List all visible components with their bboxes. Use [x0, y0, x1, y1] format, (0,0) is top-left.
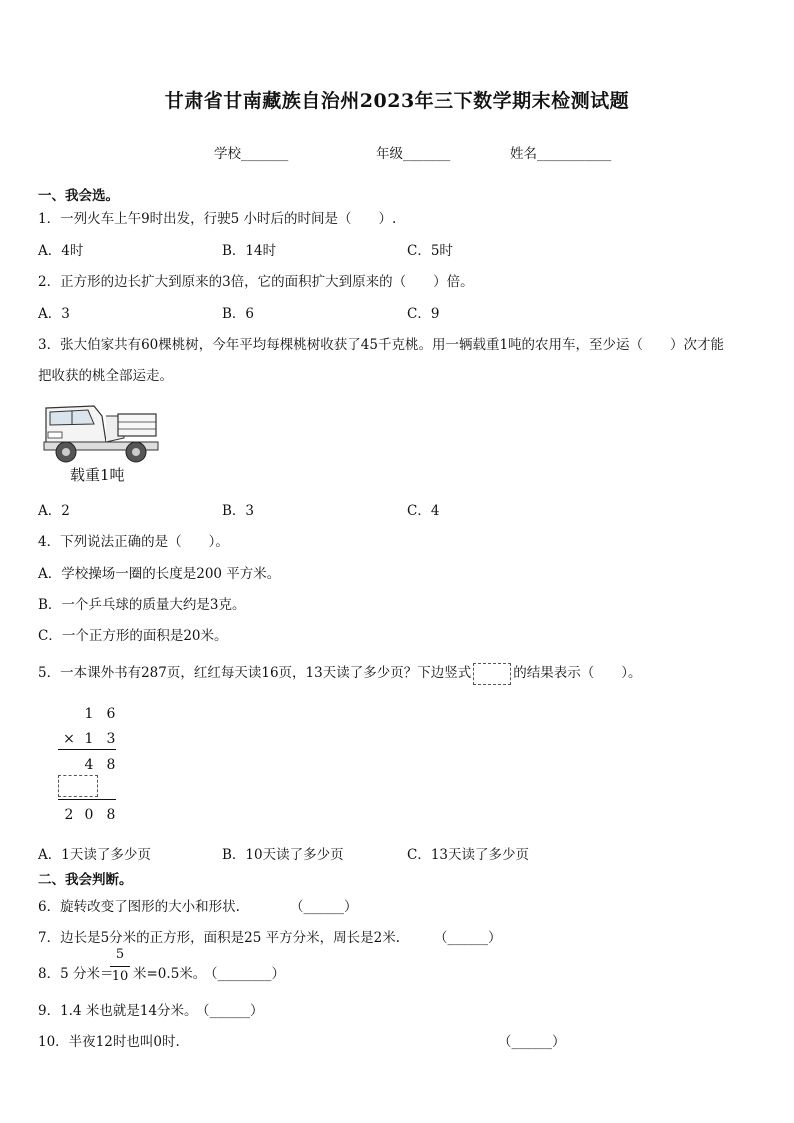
question-5 — [38, 661, 641, 685]
q8-fraction-bar — [110, 966, 130, 967]
v-dashed-box — [58, 775, 98, 797]
grade-field[interactable] — [376, 142, 450, 162]
q5-dashed-box — [473, 663, 511, 685]
v-r5-tens: 0 — [84, 807, 94, 823]
q7-answer-blank[interactable]: （______） — [434, 930, 502, 946]
q6-answer-blank[interactable]: （______） — [290, 899, 358, 915]
question-7: 7．边长是5分米的正方形，面积是25 平方分米，周长是2米. — [38, 930, 401, 946]
question-6: 6．旋转改变了图形的大小和形状. — [38, 899, 240, 915]
q8-numerator: 5 — [115, 947, 125, 962]
v-rule-1 — [58, 749, 116, 750]
section-1-title: 一、我会选。 — [38, 188, 119, 204]
q8-denominator: 10 — [111, 969, 129, 984]
q2-option-a[interactable]: A．3 — [38, 306, 70, 322]
q1-option-c[interactable]: C．5时 — [407, 243, 453, 259]
grade-blank: _______ — [403, 146, 451, 162]
q3-option-a[interactable]: A．2 — [38, 503, 70, 519]
q1-option-b[interactable]: B．14时 — [222, 243, 277, 259]
q8-text-after: 米=0.5米。 — [133, 966, 207, 982]
q2-option-b[interactable]: B．6 — [222, 306, 255, 322]
school-label: 学校 — [214, 146, 241, 162]
v-r2-ones: 3 — [106, 731, 116, 747]
section-2-title: 二、我会判断。 — [38, 872, 133, 888]
truck-caption: 载重1吨 — [70, 466, 125, 484]
name-field[interactable] — [510, 142, 611, 162]
q2-option-c[interactable]: C．9 — [407, 306, 440, 322]
v-r3-ones: 8 — [106, 757, 116, 773]
v-r5-hundreds: 2 — [64, 807, 74, 823]
question-10: 10．半夜12时也叫0时. — [38, 1034, 180, 1050]
name-blank: ___________ — [537, 146, 612, 162]
q5-option-c[interactable]: C．13天读了多少页 — [407, 847, 530, 863]
v-rule-2 — [58, 799, 116, 800]
school-blank: _______ — [241, 146, 289, 162]
v-r3-tens: 4 — [84, 757, 94, 773]
q5-text-before: 5．一本课外书有287页，红红每天读16页，13天读了多少页？下边竖式 — [38, 665, 472, 681]
q8-text-before: 8．5 分米＝ — [38, 966, 114, 982]
q10-answer-blank[interactable]: （______） — [498, 1034, 566, 1050]
question-9: 9．1.4 米也就是14分米。 — [38, 1003, 198, 1019]
q8-answer-blank[interactable]: （________） — [204, 966, 285, 982]
q4-option-c[interactable]: C．一个正方形的面积是20米。 — [38, 628, 228, 644]
question-3-line-1: 3．张大伯家共有60棵桃树，今年平均每棵桃树收获了45千克桃。用一辆载重1吨的农用车，至少运（ ）次才能 — [38, 337, 725, 353]
q5-option-b[interactable]: B．10天读了多少页 — [222, 847, 344, 863]
school-field[interactable] — [214, 142, 288, 162]
v-r1-ones: 6 — [106, 706, 116, 722]
q5-option-a[interactable]: A．1天读了多少页 — [38, 847, 151, 863]
q4-option-b[interactable]: B．一个乒乓球的质量大约是3克。 — [38, 597, 246, 613]
q3-option-c[interactable]: C．4 — [407, 503, 440, 519]
v-r5-ones: 8 — [106, 807, 116, 823]
v-r2-times: × — [63, 731, 75, 747]
question-2: 2．正方形的边长扩大到原来的3倍，它的面积扩大到原来的（ ）倍。 — [38, 274, 474, 290]
v-r2-tens: 1 — [84, 731, 94, 747]
q5-text-after: 的结果表示（ ）。 — [513, 665, 642, 681]
grade-label: 年级 — [376, 146, 403, 162]
v-r1-tens: 1 — [84, 706, 94, 722]
page-title: 甘肃省甘南藏族自治州2023年三下数学期末检测试题 — [164, 90, 630, 112]
name-label: 姓名 — [510, 146, 537, 162]
question-3-line-2: 把收获的桃全部运走。 — [38, 368, 173, 384]
question-4: 4．下列说法正确的是（ ）。 — [38, 534, 229, 550]
q4-option-a[interactable]: A．学校操场一圈的长度是200 平方米。 — [38, 566, 281, 582]
q9-answer-blank[interactable]: （______） — [196, 1003, 264, 1019]
q3-option-b[interactable]: B．3 — [222, 503, 255, 519]
question-1: 1．一列火车上午9时出发，行驶5 小时后的时间是（ ）. — [38, 211, 397, 227]
q1-option-a[interactable]: A．4时 — [38, 243, 84, 259]
